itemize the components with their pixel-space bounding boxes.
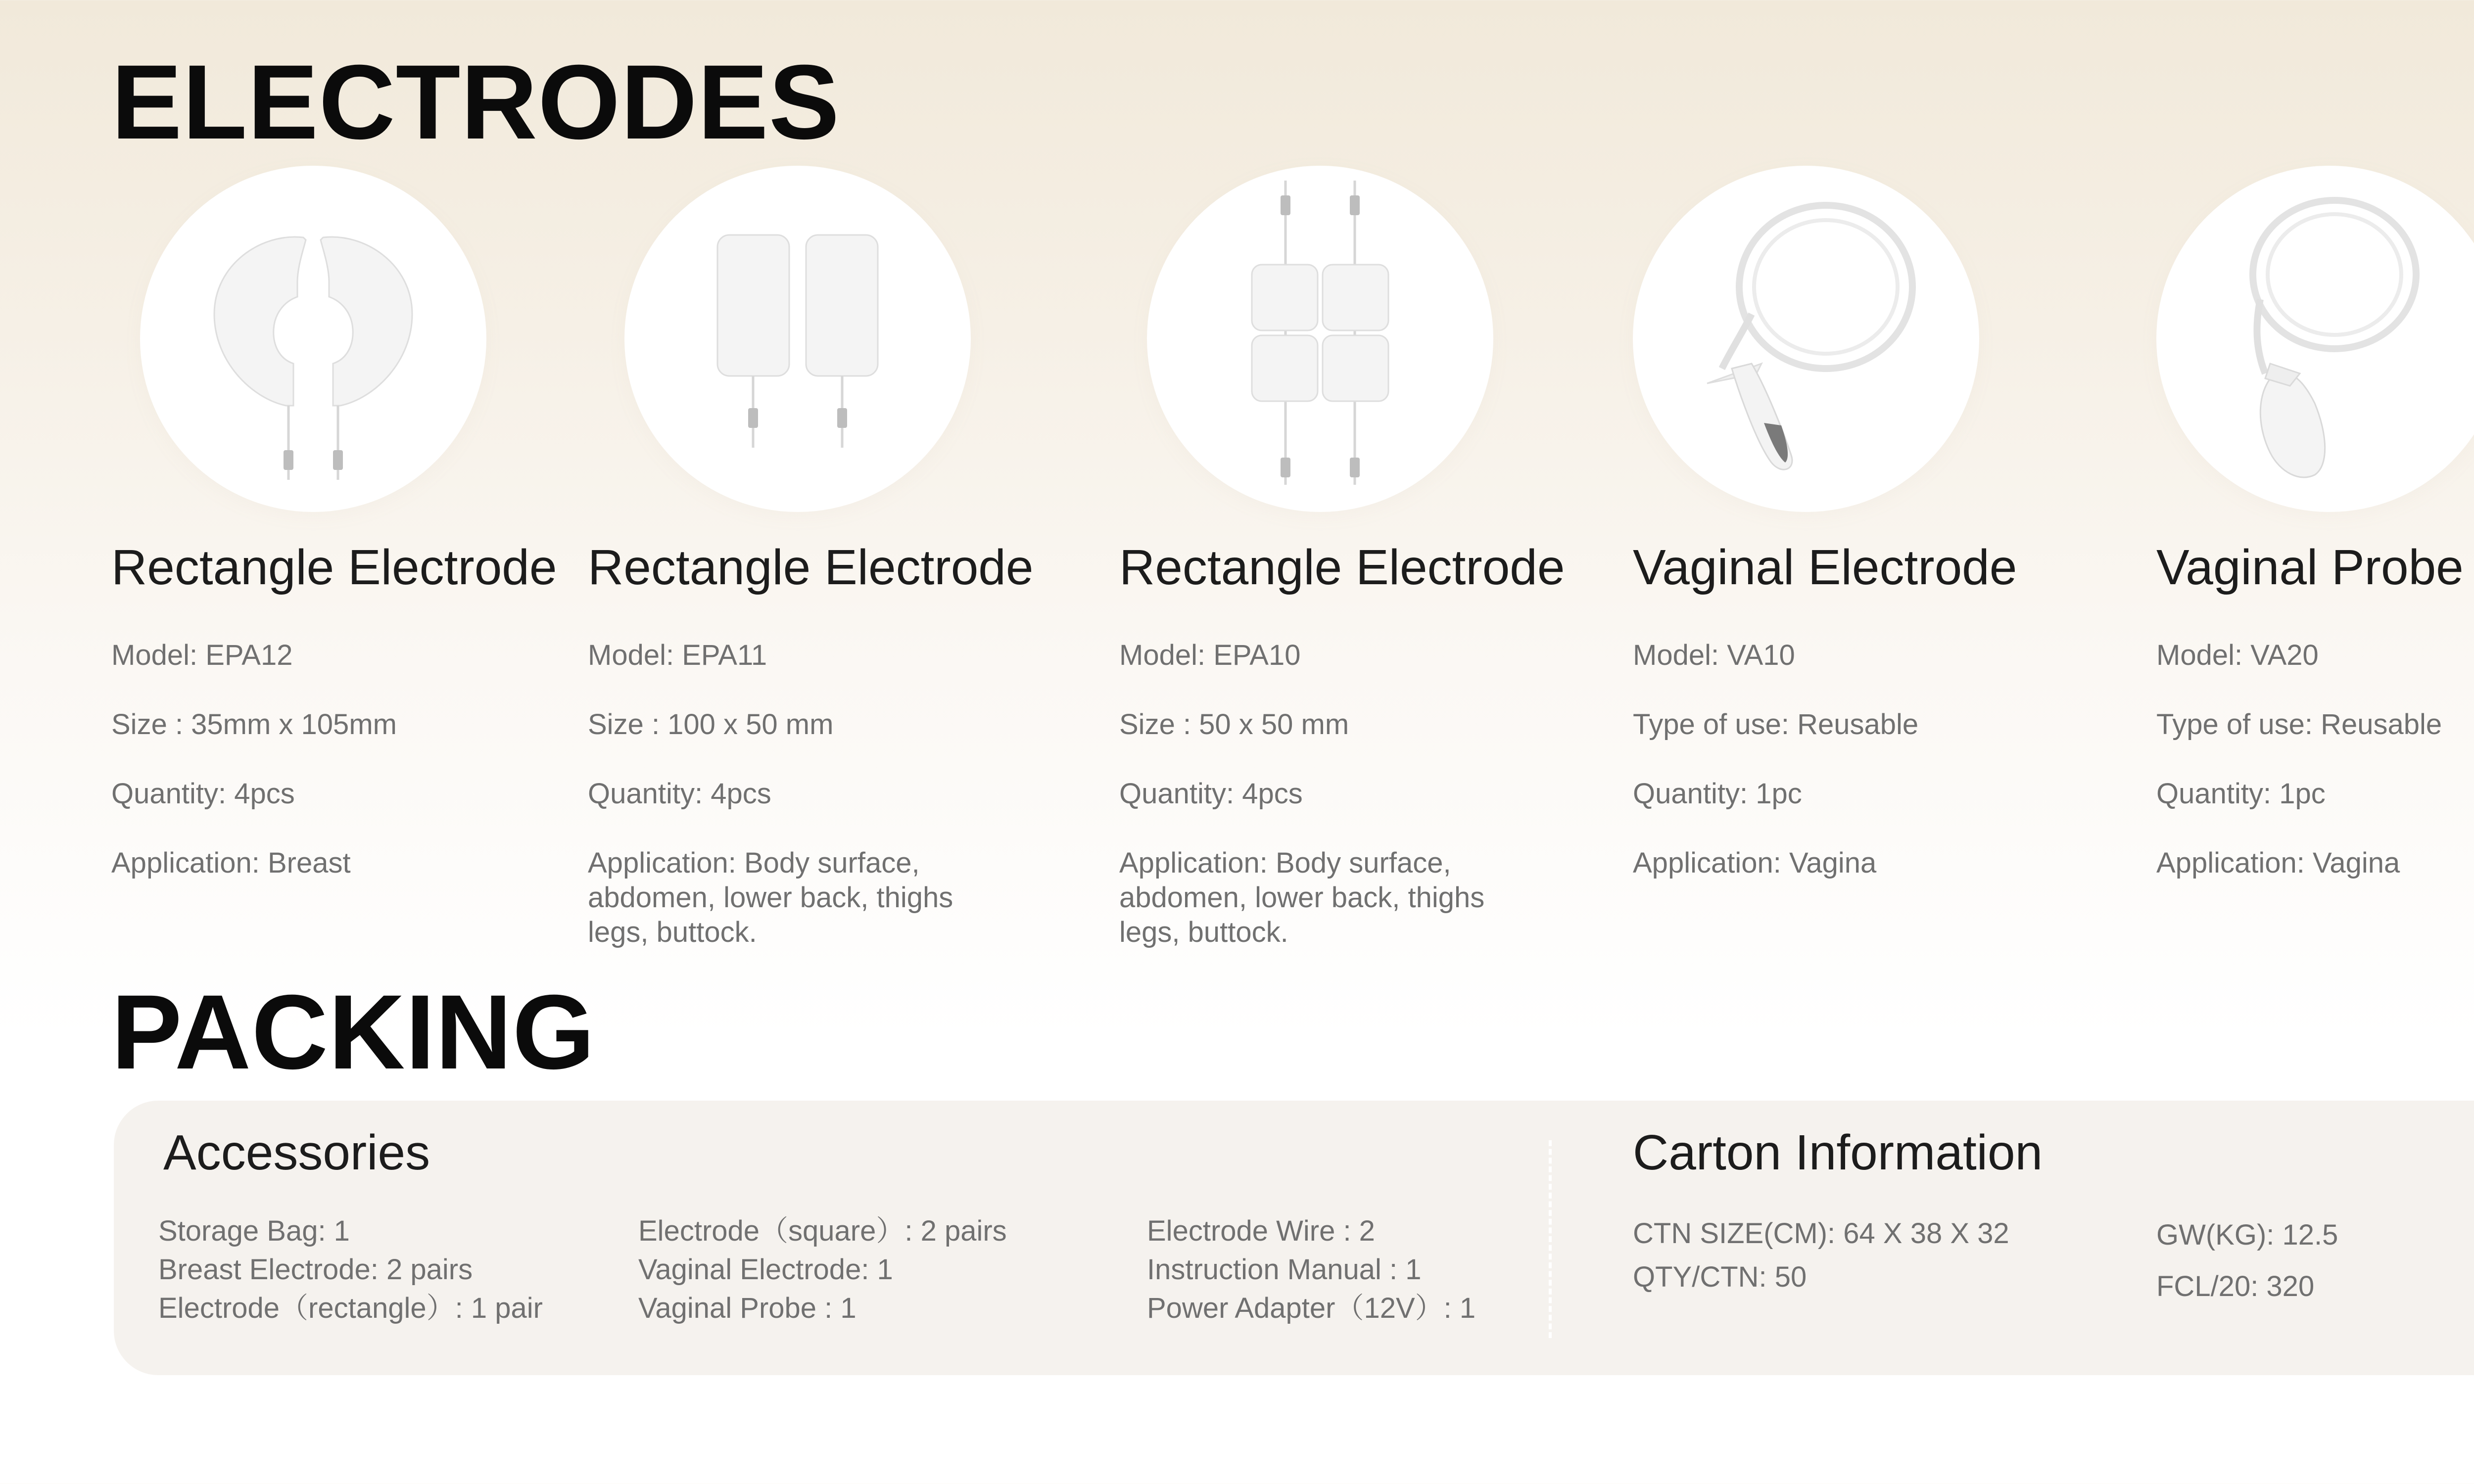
- accessories-column: [638, 1212, 1007, 1328]
- product-quantity: Quantity: 4pcs: [1119, 778, 1303, 810]
- product-quantity: Quantity: 4pcs: [588, 778, 771, 810]
- product-card: [2156, 0, 2474, 965]
- product-application: Application: Body surface, abdomen, lower back, thighs legs, buttock.: [1119, 847, 1485, 948]
- carton-column: [2156, 1209, 2338, 1312]
- accessories-column: [158, 1212, 543, 1328]
- product-size: Size : 50 x 50 mm: [1119, 708, 1349, 741]
- carton-column: [1633, 1212, 2009, 1299]
- product-size: Size : 100 x 50 mm: [588, 708, 834, 741]
- dashed-divider: [1549, 1140, 1552, 1338]
- butterfly-breast-electrode-icon: [140, 166, 486, 512]
- product-model: Model: EPA10: [1119, 639, 1301, 671]
- accessory-item: Instruction Manual : 1: [1147, 1253, 1422, 1286]
- product-card: [111, 0, 576, 965]
- product-model: Model: EPA12: [111, 639, 293, 671]
- product-model: Model: VA20: [2156, 639, 2319, 671]
- product-application: Application: Vagina: [2156, 847, 2400, 879]
- accessory-item: Breast Electrode: 2 pairs: [158, 1253, 473, 1286]
- packing-info-card: [114, 1101, 2474, 1375]
- rectangle-electrode-pads-icon: [624, 166, 971, 512]
- packing-section-title: PACKING: [111, 973, 595, 1091]
- product-card: [1119, 0, 1584, 965]
- product-name: Vaginal Probe: [2156, 540, 2464, 595]
- product-name: Rectangle Electrode: [588, 540, 1034, 595]
- carton-item: FCL/20: 320: [2156, 1270, 2315, 1302]
- accessories-heading: Accessories: [163, 1125, 430, 1180]
- product-name: Rectangle Electrode: [1119, 540, 1565, 595]
- product-size: Size : 35mm x 105mm: [111, 708, 397, 741]
- product-application: Application: Vagina: [1633, 847, 1877, 879]
- product-name: Rectangle Electrode: [111, 540, 557, 595]
- accessory-item: Electrode（square）: 2 pairs: [638, 1215, 1007, 1247]
- product-model: Model: EPA11: [588, 639, 767, 671]
- product-image-circle: [1633, 166, 1979, 512]
- product-quantity: Quantity: 4pcs: [111, 778, 295, 810]
- product-card: [588, 0, 1053, 965]
- product-image-circle: [140, 166, 486, 512]
- product-image-circle: [2156, 166, 2474, 512]
- accessories-column: [1147, 1212, 1475, 1328]
- product-image-circle: [1147, 166, 1493, 512]
- accessory-item: Vaginal Electrode: 1: [638, 1253, 893, 1286]
- carton-item: GW(KG): 12.5: [2156, 1219, 2338, 1251]
- accessory-item: Storage Bag: 1: [158, 1215, 350, 1247]
- product-type-of-use: Type of use: Reusable: [2156, 708, 2442, 741]
- accessory-item: Electrode（rectangle）: 1 pair: [158, 1292, 543, 1324]
- product-name: Vaginal Electrode: [1633, 540, 2017, 595]
- electrodes-section-title: ELECTRODES: [111, 43, 840, 161]
- vaginal-electrode-icon: [1633, 166, 1979, 512]
- product-image-circle: [624, 166, 971, 512]
- carton-information-heading: Carton Information: [1633, 1125, 2043, 1180]
- vaginal-probe-icon: [2156, 166, 2474, 512]
- product-model: Model: VA10: [1633, 639, 1795, 671]
- product-quantity: Quantity: 1pc: [1633, 778, 1802, 810]
- square-electrode-pads-icon: [1147, 166, 1493, 512]
- carton-item: CTN SIZE(CM): 64 X 38 X 32: [1633, 1217, 2009, 1250]
- product-application: Application: Body surface, abdomen, lower back, thighs legs, buttock.: [588, 847, 953, 948]
- accessory-item: Vaginal Probe : 1: [638, 1292, 856, 1324]
- carton-item: QTY/CTN: 50: [1633, 1261, 1807, 1293]
- product-type-of-use: Type of use: Reusable: [1633, 708, 1919, 741]
- product-quantity: Quantity: 1pc: [2156, 778, 2326, 810]
- product-card: [1633, 0, 2098, 965]
- accessory-item: Electrode Wire : 2: [1147, 1215, 1375, 1247]
- accessory-item: Power Adapter（12V）: 1: [1147, 1292, 1476, 1324]
- product-application: Application: Breast: [111, 847, 351, 879]
